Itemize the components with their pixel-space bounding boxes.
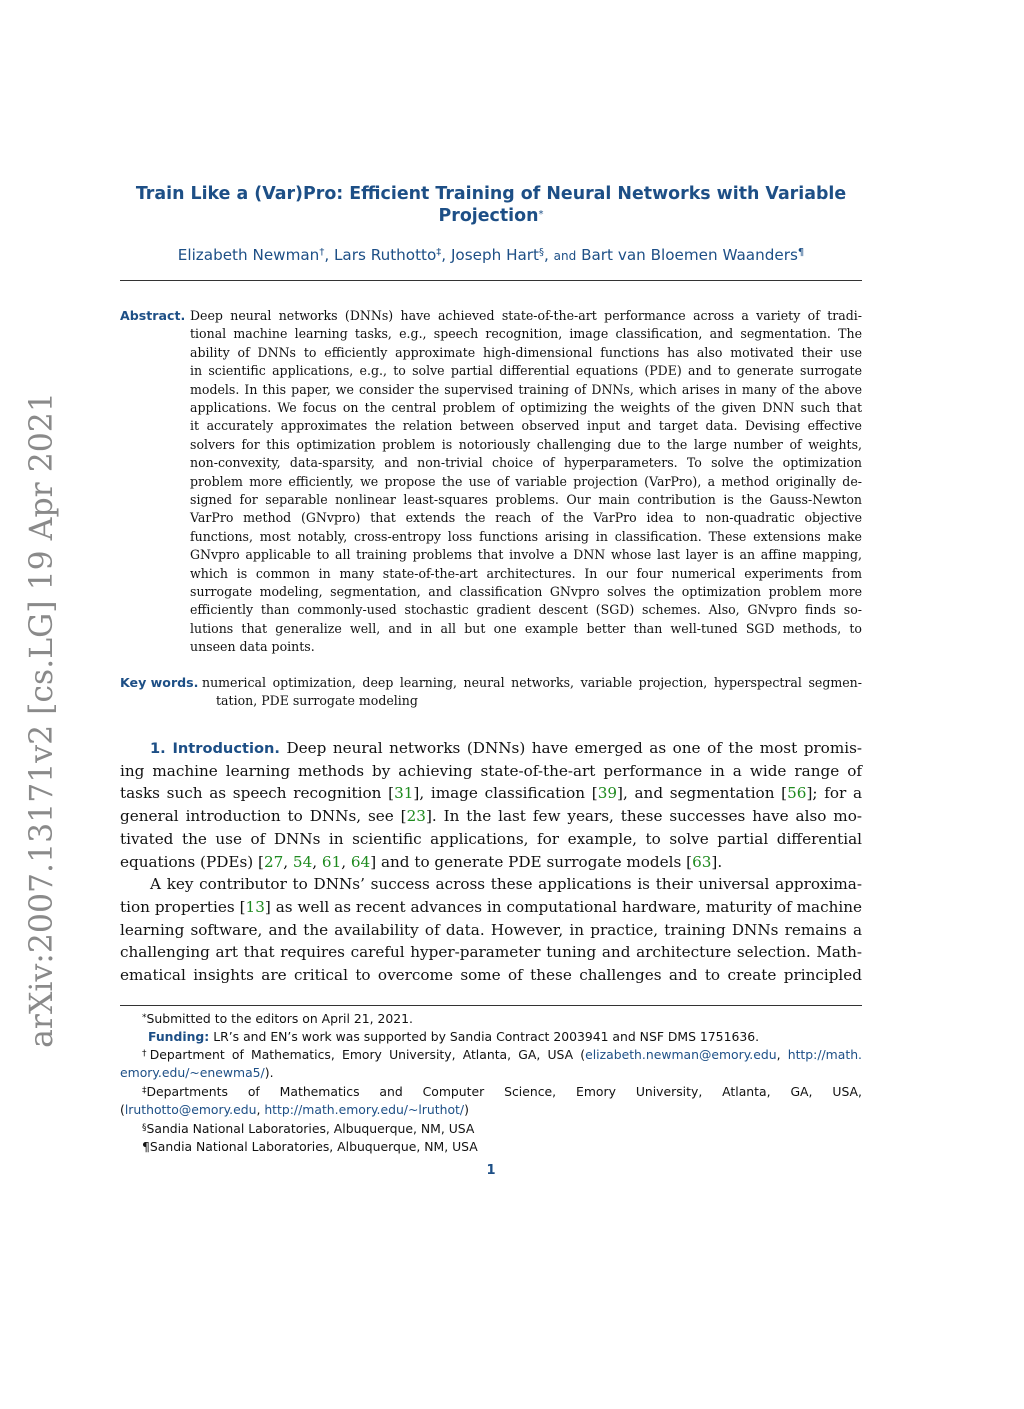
abstract-line: non-convexity, data-sparsity, and non-trivial choice of hyperparameters. To solve the optimization xyxy=(190,455,862,471)
citation-link[interactable]: 64 xyxy=(350,852,371,871)
intro-line xyxy=(120,782,862,805)
footnote-text: ( xyxy=(120,1102,125,1117)
footnote-word: GA, xyxy=(790,1084,813,1099)
page-number: 1 xyxy=(486,1163,496,1178)
abstract-line: signed for separable nonlinear least-squares problems. Our main contribution is the Gauss-Newton xyxy=(190,492,862,507)
abstract-label: Abstract. xyxy=(120,308,186,323)
footnote-word: and xyxy=(379,1084,403,1099)
citation-link[interactable]: 61 xyxy=(321,852,342,871)
footnote-text: , xyxy=(776,1047,788,1062)
footnote-text: Submitted to the editors on April 21, 2021. xyxy=(146,1011,413,1026)
intro-text: ], image classification [ xyxy=(413,784,598,803)
footnote-word: Computer xyxy=(422,1084,485,1099)
footnote-text: Departments xyxy=(146,1084,228,1099)
intro-text: ]; for a xyxy=(806,784,863,803)
intro-text: tasks such as speech recognition [ xyxy=(120,784,395,803)
footnote-word: Mathematics xyxy=(279,1084,360,1099)
intro-text: ], and segmentation [ xyxy=(617,784,788,803)
author-separator: , xyxy=(544,246,549,264)
email-link[interactable]: lruthotto@emory.edu xyxy=(124,1102,257,1117)
abstract-line: which is common in many state-of-the-art architectures. In our four numerical experiments from xyxy=(190,565,862,581)
footnote-ruthotto xyxy=(142,1083,862,1101)
author-separator: , xyxy=(441,246,447,264)
footnote-text: ). xyxy=(264,1065,274,1080)
footnote-submitted xyxy=(142,1010,413,1028)
email-link[interactable]: elizabeth.newman@emory.edu xyxy=(585,1047,777,1062)
author-ruthotto-mark: ‡ xyxy=(436,247,442,258)
abstract-line: ability of DNNs to efficiently approximate high-dimensional functions has also motivated their use xyxy=(190,344,862,360)
author-newman: Elizabeth Newman xyxy=(177,246,320,264)
abstract-line: surrogate modeling, segmentation, and classification GNvpro solves the optimization problem more xyxy=(190,584,862,599)
intro-text: general introduction to DNNs, see [ xyxy=(120,807,407,826)
intro-line: tivated the use of DNNs in scientific applications, for example, to solve partial differential xyxy=(120,829,862,848)
footnote-ruthotto-cont xyxy=(120,1101,469,1119)
abstract-line: GNvpro applicable to all training problems that involve a DNN whose last layer is an affine mapping, xyxy=(190,547,862,563)
author-separator: , xyxy=(324,246,330,264)
abstract-line: lutions that generalize well, and in all but one example better than well-tuned SGD methods, to xyxy=(190,620,862,636)
footnote-text: Sandia National Laboratories, Albuquerque, NM, USA xyxy=(149,1139,478,1154)
intro-text: ]. In the last few years, these successes have also mo- xyxy=(425,807,862,826)
intro-line: challenging art that requires careful hyper-parameter tuning and architecture selection. Math- xyxy=(120,943,862,962)
intro-text: ]. xyxy=(711,852,723,871)
footnote-word: of xyxy=(247,1084,260,1099)
keywords-label: Key words. xyxy=(120,675,199,690)
footnote-newman xyxy=(142,1046,862,1064)
abstract-line: functions, most notably, cross-entropy loss functions arising in classification. These extensions make xyxy=(190,528,862,544)
footnote-text: ) xyxy=(464,1102,469,1117)
abstract-line: models. In this paper, we consider the supervised training of DNNs, which arises in many of the above xyxy=(190,381,862,397)
citation-link[interactable]: 56 xyxy=(787,784,807,803)
citation-link[interactable]: 23 xyxy=(406,807,426,826)
intro-line: ematical insights are critical to overcome some of these challenges and to create principled xyxy=(120,966,862,984)
intro-text: ] and to generate PDE surrogate models [ xyxy=(370,852,693,871)
homepage-link[interactable]: http://math. xyxy=(787,1047,862,1062)
footnote-waanders xyxy=(142,1138,478,1156)
footnote-mark: † xyxy=(142,1049,150,1059)
author-and: and xyxy=(553,249,577,263)
abstract-line: solvers for this optimization problem is notoriously challenging due to the large number of weights, xyxy=(190,436,862,452)
footnote-text: , xyxy=(256,1102,265,1117)
author-newman-mark: † xyxy=(319,247,325,258)
author-waanders-mark: ¶ xyxy=(797,247,805,258)
footnote-funding xyxy=(148,1028,759,1046)
paper-title-text-2: Projection xyxy=(438,206,539,226)
abstract-line: applications. We focus on the central problem of optimizing the weights of the given DNN such that xyxy=(190,400,862,415)
author-van-bloemen-waanders: Bart van Bloemen Waanders xyxy=(581,246,798,264)
funding-text: LR’s and EN’s work was supported by Sandia Contract 2003941 and NSF DMS 1751636. xyxy=(213,1029,760,1044)
citation-link[interactable]: 39 xyxy=(597,784,618,803)
abstract-line: unseen data points. xyxy=(190,639,315,655)
footnote-text: Sandia National Laboratories, Albuquerque, NM, USA xyxy=(146,1121,475,1136)
author-ruthotto: Lars Ruthotto xyxy=(333,246,437,264)
footnote-word: USA, xyxy=(832,1084,862,1099)
footnote-rule xyxy=(120,1005,862,1006)
paper-title-line-1 xyxy=(120,183,862,205)
author-list xyxy=(120,245,862,266)
keywords-line: tation, PDE surrogate modeling xyxy=(216,693,418,709)
footnote-word xyxy=(142,1083,228,1101)
intro-text: Deep neural networks (DNNs) have emerged as one of the most promis- xyxy=(286,739,862,757)
intro-heading: 1. Introduction. xyxy=(150,740,280,757)
intro-text: equations (PDEs) [ xyxy=(120,852,264,871)
intro-line xyxy=(150,737,862,761)
footnote-word: University, xyxy=(635,1084,703,1099)
citation-link[interactable]: 31 xyxy=(394,784,414,803)
footnote-mark: ‡ xyxy=(142,1086,147,1096)
intro-line xyxy=(120,851,862,874)
paper-title-text-1: Train Like a (Var)Pro: Efficient Training of Neural Networks with Variable xyxy=(135,184,847,204)
author-hart: Joseph Hart xyxy=(450,246,540,264)
footnote-mark: § xyxy=(142,1123,147,1133)
footnote-mark: ¶ xyxy=(142,1139,150,1154)
author-hart-mark: § xyxy=(539,247,545,258)
title-footnote-mark: * xyxy=(538,209,544,220)
abstract-line: tional machine learning tasks, e.g., speech recognition, image classification, and segmentation. The xyxy=(190,326,862,342)
homepage-link[interactable]: emory.edu/~enewma5/ xyxy=(120,1065,265,1080)
abstract-line: efficiently than commonly-used stochastic gradient descent (SGD) schemes. Also, GNvpro finds so- xyxy=(190,602,862,618)
citation-link[interactable]: 54 xyxy=(292,852,313,871)
intro-text: , xyxy=(283,852,293,871)
citation-link[interactable]: 13 xyxy=(245,897,265,916)
intro-line xyxy=(120,805,862,828)
footnote-hart xyxy=(142,1120,474,1138)
intro-line xyxy=(120,896,862,919)
abstract-line: in scientific applications, e.g., to solve partial differential equations (PDE) and to generate surrogate xyxy=(190,363,862,379)
footnote-word: Emory xyxy=(576,1084,616,1099)
abstract-line: it accurately approximates the relation between observed input and target data. Devising effective xyxy=(190,418,862,434)
intro-text: , xyxy=(312,852,322,871)
funding-label: Funding: xyxy=(148,1029,210,1044)
footnote-word: Science, xyxy=(504,1084,557,1099)
abstract-line: problem more efficiently, we propose the use of variable projection (VarPro), a method originally de- xyxy=(190,473,862,489)
intro-text: , xyxy=(341,852,351,871)
footnote-text: Department of Mathematics, Emory University, Atlanta, GA, USA ( xyxy=(149,1047,586,1062)
citation-link[interactable]: 27 xyxy=(263,852,284,871)
intro-line: learning software, and the availability of data. However, in practice, training DNNs remains a xyxy=(120,920,862,939)
footnote-mark: * xyxy=(142,1013,147,1023)
citation-link[interactable]: 63 xyxy=(692,852,712,871)
intro-text: tion properties [ xyxy=(120,897,246,916)
intro-text: ] as well as recent advances in computational hardware, maturity of machine xyxy=(264,897,862,916)
abstract-line: VarPro method (GNvpro) that extends the reach of the VarPro idea to non-quadratic objective xyxy=(190,510,862,526)
paper-title-line-2 xyxy=(120,205,862,227)
abstract-line: Deep neural networks (DNNs) have achieved state-of-the-art performance across a variety of tradi- xyxy=(190,308,862,323)
keywords-line: numerical optimization, deep learning, neural networks, variable projection, hyperspectral segmen- xyxy=(202,675,862,690)
title-rule xyxy=(120,280,862,281)
footnote-newman-cont xyxy=(120,1064,274,1082)
footnote-word: Atlanta, xyxy=(722,1084,771,1099)
homepage-link[interactable]: http://math.emory.edu/~lruthot/ xyxy=(264,1102,465,1117)
intro-line: ing machine learning methods by achieving state-of-the-art performance in a wide range of xyxy=(120,761,862,780)
arxiv-identifier: arXiv:2007.13171v2 [cs.LG] 19 Apr 2021 xyxy=(24,392,60,1048)
intro-line: A key contributor to DNNs’ success across these applications is their universal approxima- xyxy=(150,875,862,894)
